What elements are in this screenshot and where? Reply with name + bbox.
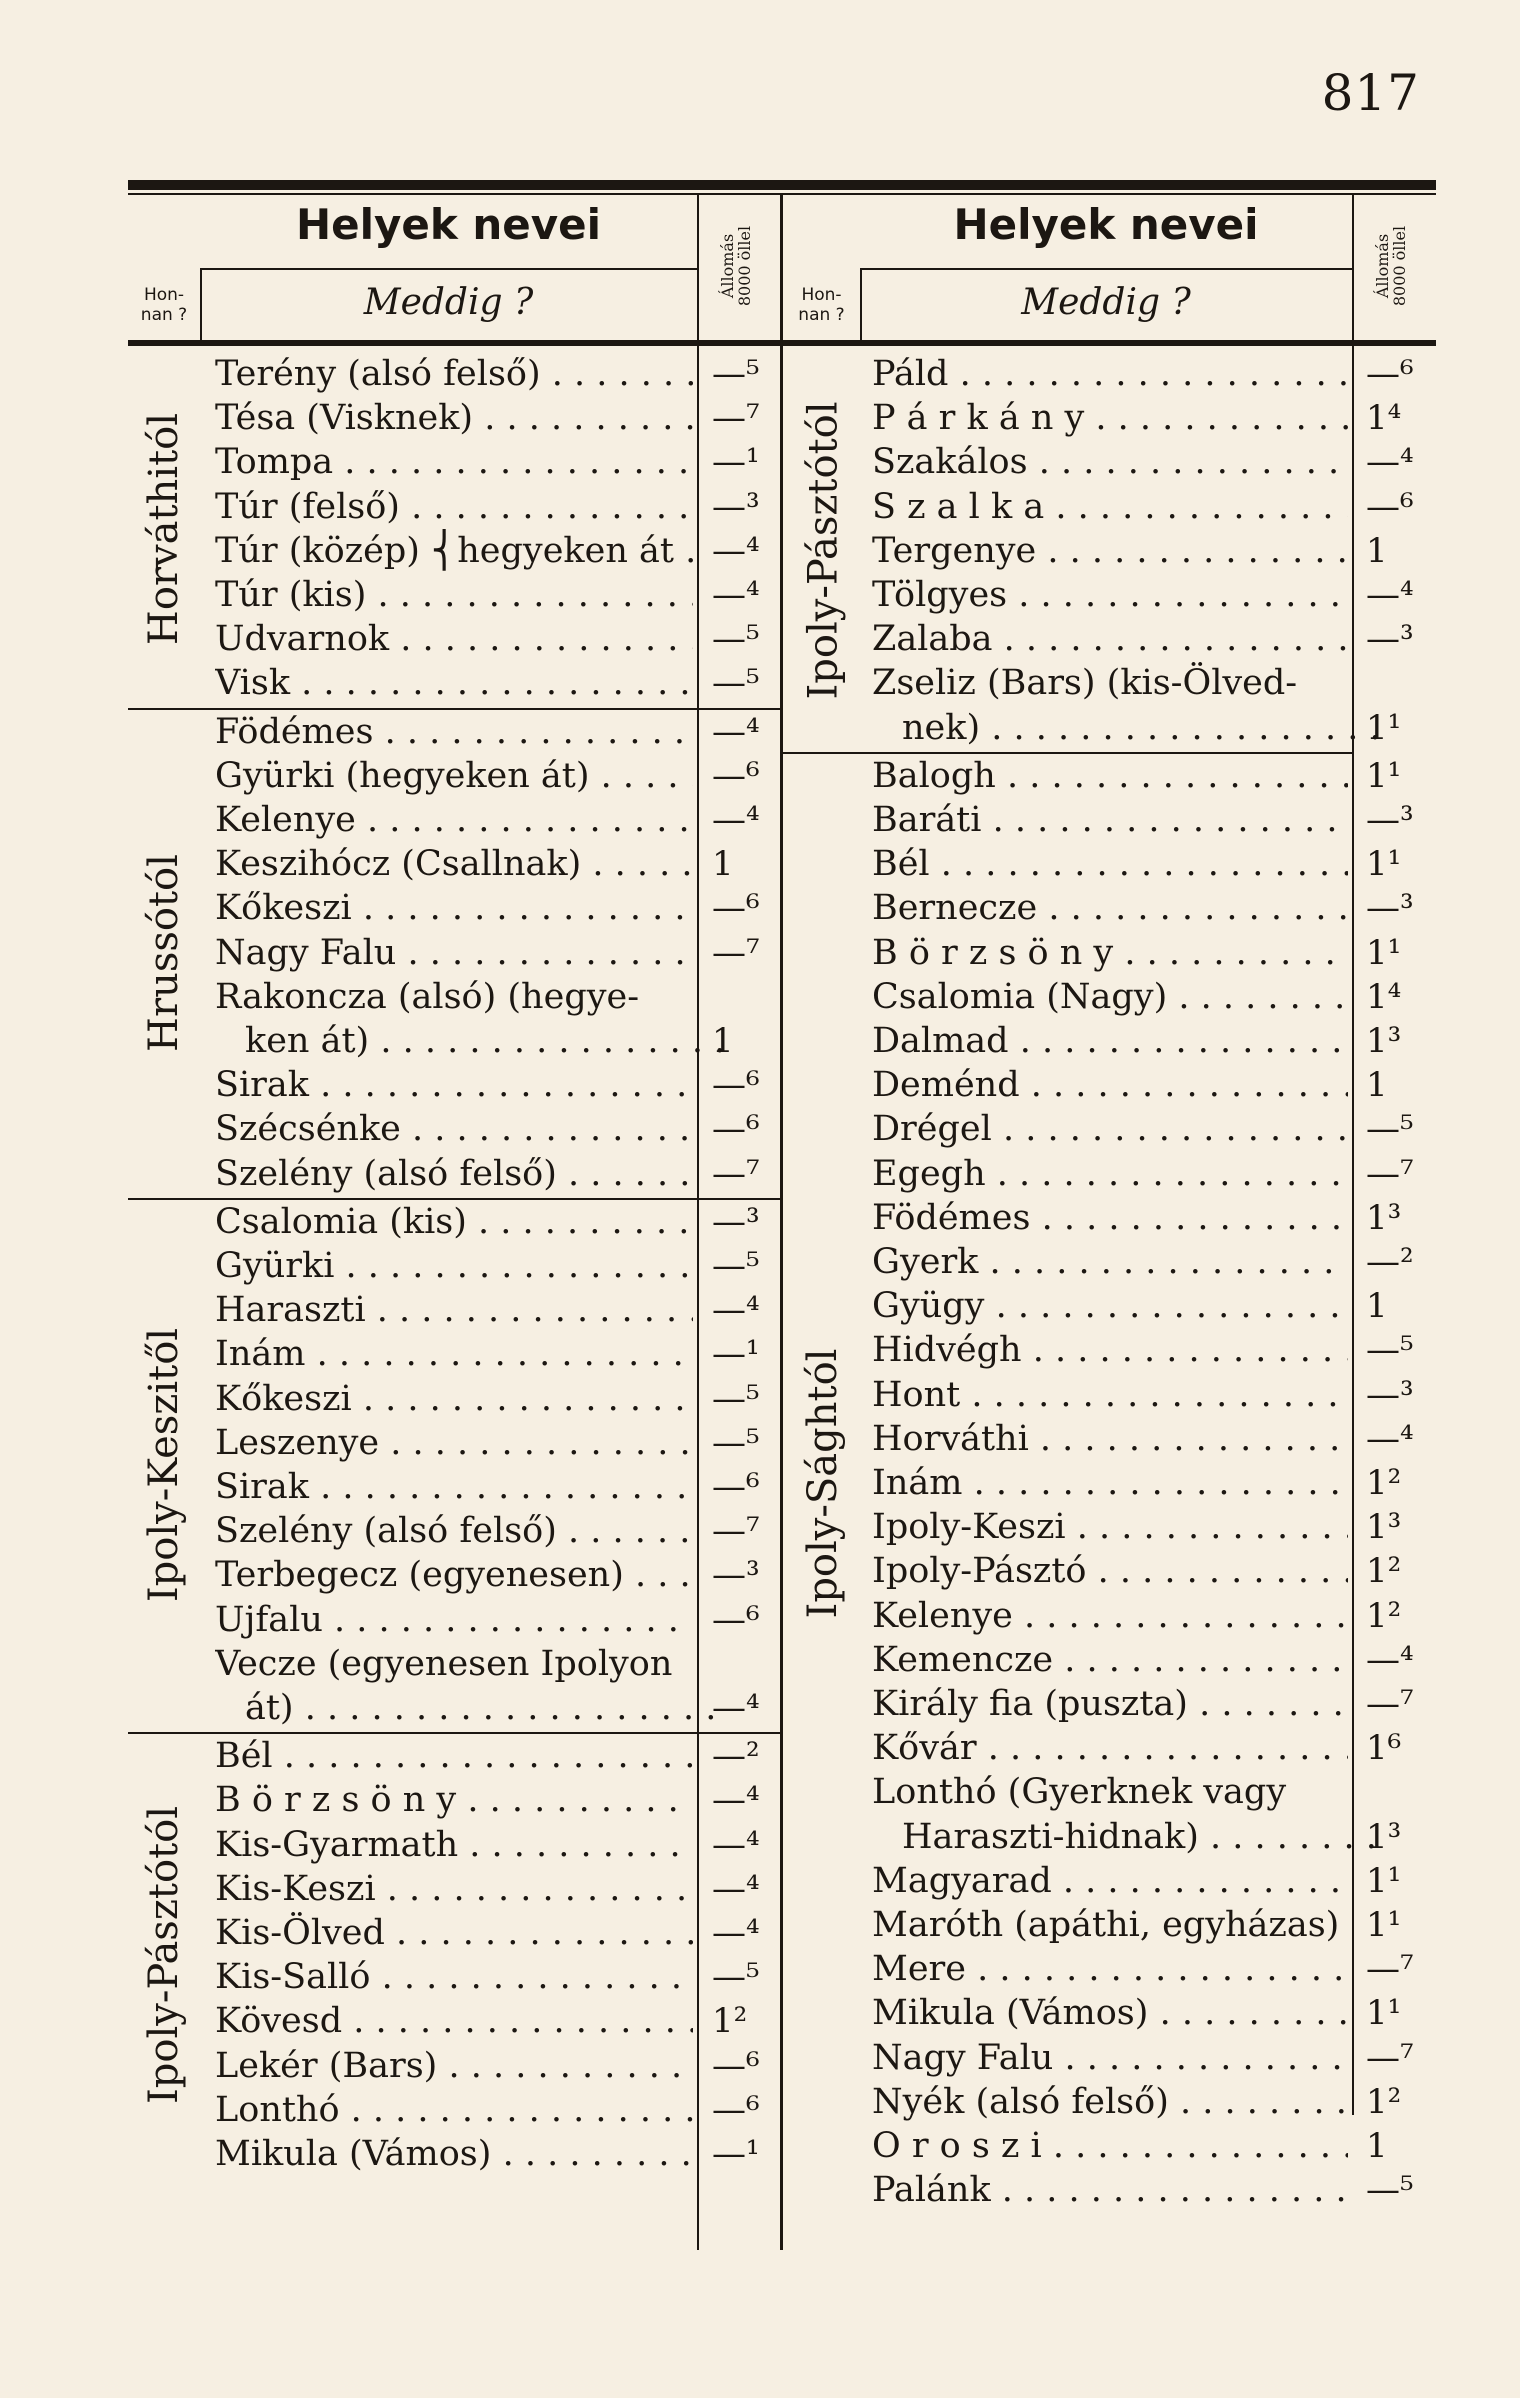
place-name: Visk . . . <box>215 661 693 705</box>
distance-value: —¹ <box>712 442 760 483</box>
table-row <box>215 1063 772 1107</box>
distance-value: —⁶ <box>1366 486 1414 527</box>
distance-value: —⁶ <box>712 888 760 929</box>
distance-value: 1³ <box>1366 1816 1402 1857</box>
distance-value: —² <box>1366 1242 1414 1282</box>
distance-value: 1² <box>712 2001 748 2042</box>
distance-value: —⁶ <box>1366 354 1414 394</box>
place-name: Túr (felső) . . . <box>215 485 693 529</box>
table-row <box>215 617 772 661</box>
place-name: Gyügy . . . <box>872 1284 1348 1328</box>
header-subrule-left <box>200 268 697 270</box>
place-name: Kőkeszi . . . <box>215 1377 693 1421</box>
place-name: Csalomia (kis) . . . <box>215 1200 693 1244</box>
table-row <box>872 706 1426 750</box>
distance-value: —⁶ <box>712 1599 760 1640</box>
table-row <box>872 440 1426 484</box>
place-name: Kis-Salló . . . <box>215 1955 693 1999</box>
place-name: Kelenye . . . <box>872 1594 1348 1638</box>
left-to-label: Meddig ? <box>363 282 534 323</box>
place-name: Horváthi . . . <box>872 1417 1348 1461</box>
distance-value: 1³ <box>1366 1507 1402 1548</box>
table-row <box>872 1152 1426 1196</box>
distance-value: —⁴ <box>1366 575 1414 615</box>
place-name: Keszihócz (Csallnak) . . . <box>215 842 693 886</box>
distance-value: 1⁴ <box>1366 976 1402 1017</box>
table-row <box>215 440 772 484</box>
table-row <box>872 2036 1426 2080</box>
place-name: ken át) . . . <box>215 1019 723 1063</box>
place-name: Ipoly-Keszi . . . <box>872 1505 1348 1549</box>
place-name: Tergenye . . . <box>872 529 1348 573</box>
distance-value: —⁴ <box>712 1688 760 1728</box>
right-places-title: Helyek nevei <box>953 200 1259 249</box>
place-name: Palánk . . . <box>872 2168 1348 2212</box>
distance-value: —³ <box>1366 1374 1414 1415</box>
left-from-label: Hon- nan ? <box>140 285 188 325</box>
table-row <box>872 1417 1426 1461</box>
table-row <box>872 1594 1426 1638</box>
table-row <box>215 1019 772 1063</box>
place-name: Kis-Keszi . . . <box>215 1867 693 1911</box>
distance-value: —⁵ <box>1366 1330 1414 1371</box>
distance-value: —⁵ <box>712 354 760 394</box>
place-name: Szelény (alsó felső) . . . <box>215 1509 693 1553</box>
place-name: Nyék (alsó felső) . . . <box>872 2080 1348 2124</box>
distance-value: —⁷ <box>1366 2037 1414 2078</box>
place-name: Sirak . . . <box>215 1063 693 1107</box>
distance-value: 1¹ <box>1366 1905 1402 1945</box>
table-row <box>215 1778 772 1822</box>
place-name: B ö r z s ö n y . . . <box>215 1778 693 1822</box>
table-row <box>872 1284 1426 1328</box>
place-name: Kemencze . . . <box>872 1638 1348 1682</box>
table-row <box>215 842 772 886</box>
distance-value: —⁶ <box>712 1109 760 1150</box>
place-name: Kőkeszi . . . <box>215 886 693 930</box>
place-name: Dalmad . . . <box>872 1019 1348 1063</box>
distance-value: —⁴ <box>712 1913 760 1953</box>
table-row <box>215 886 772 930</box>
table-row <box>872 1240 1426 1284</box>
table-row <box>872 1859 1426 1903</box>
distance-value: 1³ <box>1366 1021 1402 1061</box>
place-name: Baráti . . . <box>872 798 1348 842</box>
distance-value: 1 <box>1366 1065 1388 1106</box>
table-row <box>215 1867 772 1911</box>
table-row <box>872 1505 1426 1549</box>
place-name: Túr (közép) ⎨hegyeken át . . . <box>215 529 693 573</box>
place-name: Bél . . . <box>872 842 1348 886</box>
place-name: S z a l k a . . . <box>872 485 1348 529</box>
table-row <box>872 1196 1426 1240</box>
place-name: Király fia (puszta) . . . <box>872 1682 1348 1726</box>
distance-value: —³ <box>1366 619 1414 660</box>
place-name: Haraszti-hidnak) . . . <box>872 1815 1378 1859</box>
distance-value: 1⁴ <box>1366 398 1402 439</box>
table-row <box>215 975 772 1019</box>
table-row <box>215 710 772 754</box>
table-row <box>215 1686 772 1730</box>
table-row <box>215 1152 772 1196</box>
place-name: Tölgyes . . . <box>872 573 1348 617</box>
table-row <box>215 1955 772 1999</box>
table-row <box>215 1465 772 1509</box>
distance-value: —⁴ <box>712 1868 760 1909</box>
table-row <box>215 754 772 798</box>
place-name: Hidvégh . . . <box>872 1328 1348 1372</box>
divider-center <box>780 195 783 2250</box>
place-name: Páld . . . <box>872 352 1348 396</box>
table-row <box>215 573 772 617</box>
distance-value: —¹ <box>712 2134 760 2174</box>
table-row <box>215 1911 772 1955</box>
distance-value: 1³ <box>1366 1197 1402 1238</box>
group-origin-label: Ipoly-Pásztótól <box>799 401 846 700</box>
table-row <box>872 1991 1426 2035</box>
place-name: Vecze (egyenesen Ipolyon <box>215 1643 673 1684</box>
table-row <box>872 1549 1426 1593</box>
table-row <box>215 1642 772 1686</box>
distance-value: —⁵ <box>712 1422 760 1463</box>
place-name: Mikula (Vámos) . . . <box>872 1991 1348 2035</box>
table-row <box>872 1461 1426 1505</box>
distance-value: —⁷ <box>712 1153 760 1194</box>
distance-value: —⁶ <box>712 1467 760 1507</box>
table-row <box>872 573 1426 617</box>
table-row <box>215 661 772 705</box>
distance-value: —⁷ <box>712 1511 760 1552</box>
table-row <box>872 1682 1426 1726</box>
table-row <box>872 1063 1426 1107</box>
table-row <box>215 485 772 529</box>
place-name: nek) . . . <box>872 706 1378 750</box>
distance-value: —⁴ <box>712 711 760 752</box>
place-name: Födémes . . . <box>872 1196 1348 1240</box>
distance-value: 1¹ <box>1366 1860 1402 1901</box>
place-name: Egegh . . . <box>872 1152 1348 1196</box>
table-row <box>872 754 1426 798</box>
table-row <box>215 1553 772 1597</box>
place-name: Lekér (Bars) . . . <box>215 2044 693 2088</box>
place-name: Zalaba . . . <box>872 617 1348 661</box>
distance-value: 1¹ <box>1366 707 1402 748</box>
distance-value: —⁴ <box>712 1290 760 1331</box>
table-row <box>215 1598 772 1642</box>
place-name: Kis-Gyarmath . . . <box>215 1823 693 1867</box>
distance-value: —³ <box>712 1201 760 1242</box>
distance-value: —⁶ <box>712 2089 760 2130</box>
distance-value: —⁴ <box>712 800 760 840</box>
place-name: Gyürki . . . <box>215 1244 693 1288</box>
table-row <box>872 396 1426 440</box>
distance-value: —⁴ <box>1366 1639 1414 1680</box>
group-origin-label: Hrussótól <box>141 853 187 1052</box>
place-name: Maróth (apáthi, egyházas) . . . <box>872 1903 1348 1947</box>
distance-value: 1¹ <box>1366 1993 1402 2034</box>
table-row <box>872 1328 1426 1372</box>
table-row <box>215 1509 772 1553</box>
table-row <box>215 1377 772 1421</box>
place-name: Udvarnok . . . <box>215 617 693 661</box>
place-name: Haraszti . . . <box>215 1288 693 1332</box>
table-row <box>872 1373 1426 1417</box>
place-name: Tompa . . . <box>215 440 693 484</box>
left-places-title: Helyek nevei <box>295 200 602 249</box>
table-row <box>872 352 1426 396</box>
place-name: Túr (kis) . . . <box>215 573 693 617</box>
header-subrule-right <box>860 268 1352 270</box>
place-name: Magyarad . . . <box>872 1859 1348 1903</box>
table-row <box>872 842 1426 886</box>
table-row <box>872 2168 1426 2212</box>
distance-value: —³ <box>1366 888 1414 929</box>
place-name: Kövesd . . . <box>215 1999 693 2043</box>
place-name: Inám . . . <box>215 1332 693 1376</box>
distance-value: —⁴ <box>712 575 760 615</box>
distance-value: —⁵ <box>712 1246 760 1286</box>
place-name: Szécsénke . . . <box>215 1107 693 1151</box>
place-name: Terbegecz (egyenesen) . . . <box>215 1553 693 1597</box>
table-row <box>215 396 772 440</box>
place-name: Bernecze . . . <box>872 886 1348 930</box>
table-row <box>872 2080 1426 2124</box>
distance-value: —⁴ <box>712 1824 760 1865</box>
distance-value: —⁵ <box>712 1378 760 1419</box>
place-name: Kelenye . . . <box>215 798 693 842</box>
page-number: 817 <box>1321 64 1420 122</box>
distance-value: —⁷ <box>1366 1949 1414 1990</box>
distance-value: —⁴ <box>1366 1418 1414 1459</box>
left-unit-label: Állomás 8000 öllel <box>718 225 754 307</box>
place-name: Zseliz (Bars) (kis-Ölved- <box>872 663 1298 704</box>
table-row <box>872 529 1426 573</box>
distance-value: 1 <box>712 844 734 885</box>
place-name: Szelény (alsó felső) . . . <box>215 1152 693 1196</box>
place-name: O r o s z i . . . <box>872 2124 1348 2168</box>
right-unit-label: Állomás 8000 öllel <box>1373 225 1409 307</box>
place-name: P á r k á n y . . . <box>872 396 1348 440</box>
distance-value: 1² <box>1366 1463 1402 1503</box>
distance-value: —⁷ <box>1366 1153 1414 1194</box>
place-name: Tésa (Visknek) . . . <box>215 396 693 440</box>
place-name: Inám . . . <box>872 1461 1348 1505</box>
table-row <box>215 1999 772 2043</box>
table-row <box>215 1288 772 1332</box>
group-origin-label: Ipoly-Keszitől <box>141 1327 188 1603</box>
distance-value: —¹ <box>712 1334 760 1375</box>
table-row <box>872 975 1426 1019</box>
distance-value: 1² <box>1366 1595 1402 1636</box>
table-row <box>215 1823 772 1867</box>
place-name: Terény (alsó felső) . . . <box>215 352 693 396</box>
table-row <box>215 352 772 396</box>
table-row <box>215 1107 772 1151</box>
place-name: Ipoly-Pásztó . . . <box>872 1549 1348 1593</box>
distance-value: —⁴ <box>712 1780 760 1821</box>
place-name: B ö r z s ö n y . . . <box>872 931 1348 975</box>
place-name: Deménd . . . <box>872 1063 1348 1107</box>
distance-value: —⁷ <box>1366 1684 1414 1724</box>
distance-value: 1 <box>712 1021 734 1061</box>
distance-value: —⁴ <box>712 530 760 571</box>
table-row <box>215 1421 772 1465</box>
distance-value: 1 <box>1366 1286 1388 1327</box>
place-name: Rakoncza (alsó) (hegye- <box>215 976 640 1017</box>
place-name: Drégel . . . <box>872 1107 1348 1151</box>
table-row <box>215 2088 772 2132</box>
table-row <box>215 529 772 573</box>
table-row <box>872 1726 1426 1770</box>
table-row <box>872 1638 1426 1682</box>
table-row <box>872 1770 1426 1814</box>
table-row <box>215 2044 772 2088</box>
place-name: Csalomia (Nagy) . . . <box>872 975 1348 1019</box>
table-row <box>215 2132 772 2176</box>
place-name: Balogh . . . <box>872 754 1348 798</box>
distance-value: —⁵ <box>712 663 760 704</box>
distance-value: 1² <box>1366 1551 1402 1592</box>
table-row <box>872 1019 1426 1063</box>
distance-value: —⁴ <box>1366 442 1414 483</box>
table-row <box>872 1947 1426 1991</box>
top-rule-thick <box>128 180 1436 190</box>
place-name: át) . . . <box>215 1686 723 1730</box>
place-name: Leszenye . . . <box>215 1421 693 1465</box>
group-origin-label: Ipoly-Pásztótól <box>141 1806 187 2105</box>
place-name: Lonthó (Gyerknek vagy <box>872 1772 1287 1813</box>
table-row <box>872 2124 1426 2168</box>
place-name: Sirak . . . <box>215 1465 693 1509</box>
distance-value: —⁶ <box>712 1065 760 1106</box>
place-name: Hont . . . <box>872 1373 1348 1417</box>
table-row <box>215 931 772 975</box>
table-row <box>215 1200 772 1244</box>
distance-value: —⁷ <box>712 932 760 973</box>
group-origin-label: Ipoly-Sághtól <box>799 1348 846 1619</box>
distance-value: 1 <box>1366 2126 1388 2166</box>
table-row <box>872 1903 1426 1947</box>
place-name: Szakálos . . . <box>872 440 1348 484</box>
place-name: Kis-Ölved . . . <box>215 1911 693 1955</box>
place-name: Gyürki (hegyeken át) . . . <box>215 754 693 798</box>
table-row <box>215 798 772 842</box>
distance-value: —³ <box>1366 800 1414 840</box>
distance-value: 1¹ <box>1366 755 1402 796</box>
table-row <box>872 617 1426 661</box>
place-name: Lonthó . . . <box>215 2088 693 2132</box>
place-name: Ujfalu . . . <box>215 1598 693 1642</box>
distance-value: 1¹ <box>1366 932 1402 973</box>
table-row <box>872 1815 1426 1859</box>
place-name: Kővár . . . <box>872 1726 1348 1770</box>
right-to-label: Meddig ? <box>1021 282 1191 323</box>
distance-value: —⁵ <box>712 619 760 660</box>
place-name: Födémes . . . <box>215 710 693 754</box>
distance-value: 1⁶ <box>1366 1728 1402 1769</box>
table-row <box>872 886 1426 930</box>
table-row <box>872 661 1426 705</box>
distance-value: —³ <box>712 486 760 527</box>
place-name: Nagy Falu . . . <box>215 931 693 975</box>
distance-value: 1 <box>1366 530 1388 571</box>
group-origin-label: Horváthitól <box>141 412 187 645</box>
place-name: Bél . . . <box>215 1734 693 1778</box>
distance-value: —⁶ <box>712 755 760 796</box>
distance-value: —⁵ <box>1366 1109 1414 1150</box>
distance-value: 1² <box>1366 2081 1402 2122</box>
distance-value: 1¹ <box>1366 844 1402 885</box>
distance-value: —⁵ <box>712 1957 760 1998</box>
table-row <box>215 1734 772 1778</box>
table-row <box>215 1332 772 1376</box>
place-name: Mere . . . <box>872 1947 1348 1991</box>
distance-value: —⁷ <box>712 398 760 439</box>
distance-value: —⁶ <box>712 2045 760 2086</box>
table-row <box>872 1107 1426 1151</box>
distance-value: —³ <box>712 1555 760 1596</box>
distance-value: —² <box>712 1736 760 1777</box>
place-name: Gyerk . . . <box>872 1240 1348 1284</box>
place-name: Nagy Falu . . . <box>872 2036 1348 2080</box>
distance-value: —⁵ <box>1366 2170 1414 2211</box>
place-name: Mikula (Vámos) . . . <box>215 2132 693 2176</box>
table-row <box>872 798 1426 842</box>
table-row <box>872 931 1426 975</box>
table-row <box>215 1244 772 1288</box>
table-row <box>872 485 1426 529</box>
right-from-label: Hon- nan ? <box>798 285 845 325</box>
